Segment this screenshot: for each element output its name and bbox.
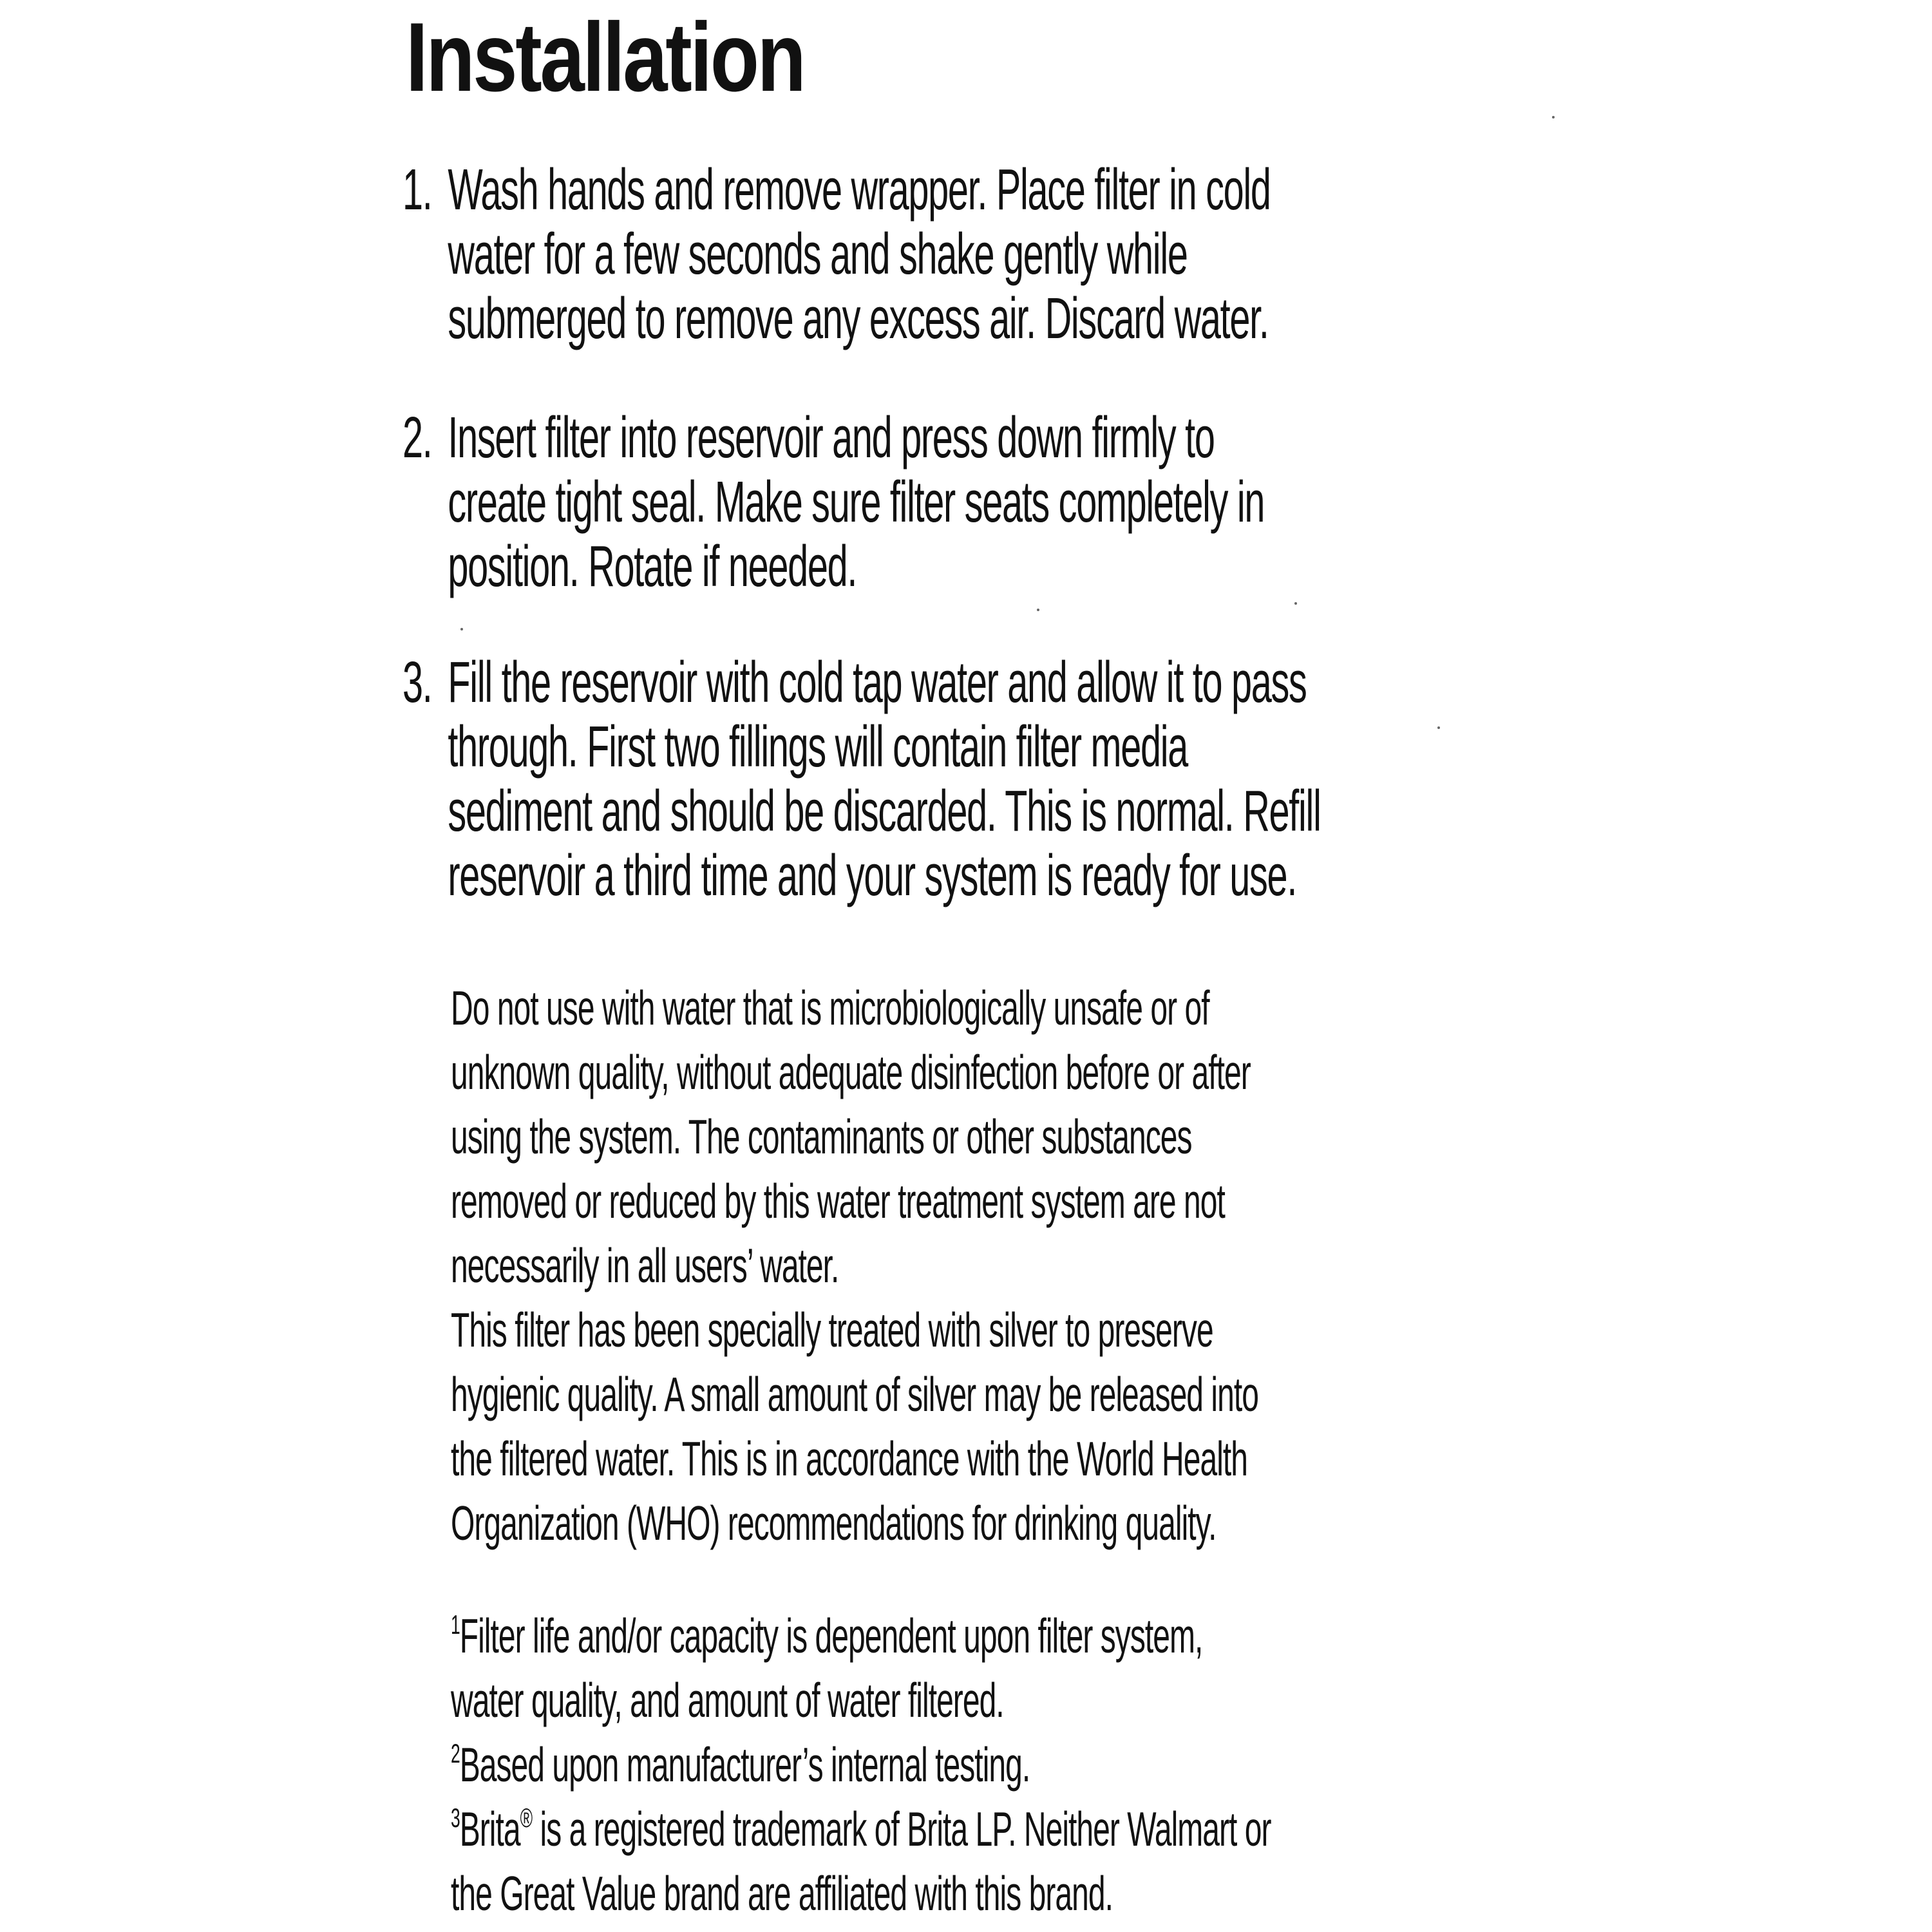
print-speck: [1037, 609, 1039, 611]
footnote-text: is a registered trademark of Brita LP. Neither Walmart or: [532, 1802, 1271, 1856]
brand-name: Brita: [459, 1802, 520, 1856]
step-text-line: Insert filter into reservoir and press down firmly to: [448, 406, 1215, 470]
installation-step-2: [402, 406, 1598, 599]
footnote-marker: 2: [451, 1739, 460, 1769]
notice-line: Organization (WHO) recommendations for drinking quality.: [451, 1496, 1217, 1550]
notice-line: removed or reduced by this water treatment system are not: [451, 1174, 1225, 1228]
step-text-line: position. Rotate if needed.: [448, 535, 857, 599]
footnote-1: [451, 1604, 1646, 1732]
print-speck: [1552, 116, 1555, 118]
footnote-3: [451, 1797, 1646, 1926]
notice-line: unknown quality, without adequate disinfection before or after: [451, 1045, 1251, 1099]
footnote-2: [451, 1732, 1646, 1797]
step-number: 2.: [402, 406, 432, 470]
footnote-marker: 3: [451, 1803, 460, 1833]
notice-line: hygienic quality. A small amount of silver may be released into: [451, 1367, 1258, 1421]
notice-line: necessarily in all users’ water.: [451, 1238, 839, 1293]
step-text-line: water for a few seconds and shake gently while: [448, 222, 1188, 287]
notice-line: This filter has been specially treated with silver to preserve: [451, 1303, 1213, 1357]
step-text-line: Wash hands and remove wrapper. Place filter in cold: [448, 158, 1271, 222]
registered-mark: ®: [520, 1803, 533, 1833]
notice-line: the filtered water. This is in accordance with the World Health: [451, 1432, 1248, 1486]
step-text-line: create tight seal. Make sure filter seats completely in: [448, 470, 1265, 535]
footnote-text: the Great Value brand are affiliated with this brand.: [451, 1866, 1113, 1920]
notice-line: using the system. The contaminants or other substances: [451, 1110, 1192, 1164]
print-speck: [460, 628, 463, 630]
footnote-text: Based upon manufacturer’s internal testing.: [459, 1738, 1030, 1792]
page-title: Installation: [406, 3, 804, 112]
print-speck: [1294, 602, 1297, 605]
installation-step-1: [402, 158, 1598, 351]
step-text-line: sediment and should be discarded. This is normal. Refill: [448, 779, 1321, 844]
installation-step-3: [402, 650, 1598, 908]
step-number: 3.: [402, 650, 432, 715]
step-text-line: submerged to remove any excess air. Discard water.: [448, 287, 1269, 351]
step-text-line: reservoir a third time and your system is ready for use.: [448, 844, 1297, 908]
step-text-line: through. First two fillings will contain filter media: [448, 715, 1188, 779]
print-speck: [1437, 726, 1440, 729]
footnote-marker: 1: [451, 1610, 460, 1640]
footnote-text: water quality, and amount of water filtered.: [451, 1673, 1004, 1727]
footnote-text: Filter life and/or capacity is dependent upon filter system,: [459, 1609, 1203, 1663]
safety-notice: [451, 976, 1646, 1555]
notice-line: Do not use with water that is microbiologically unsafe or of: [451, 981, 1209, 1035]
step-text-line: Fill the reservoir with cold tap water and allow it to pass: [448, 650, 1307, 715]
step-number: 1.: [402, 158, 432, 222]
